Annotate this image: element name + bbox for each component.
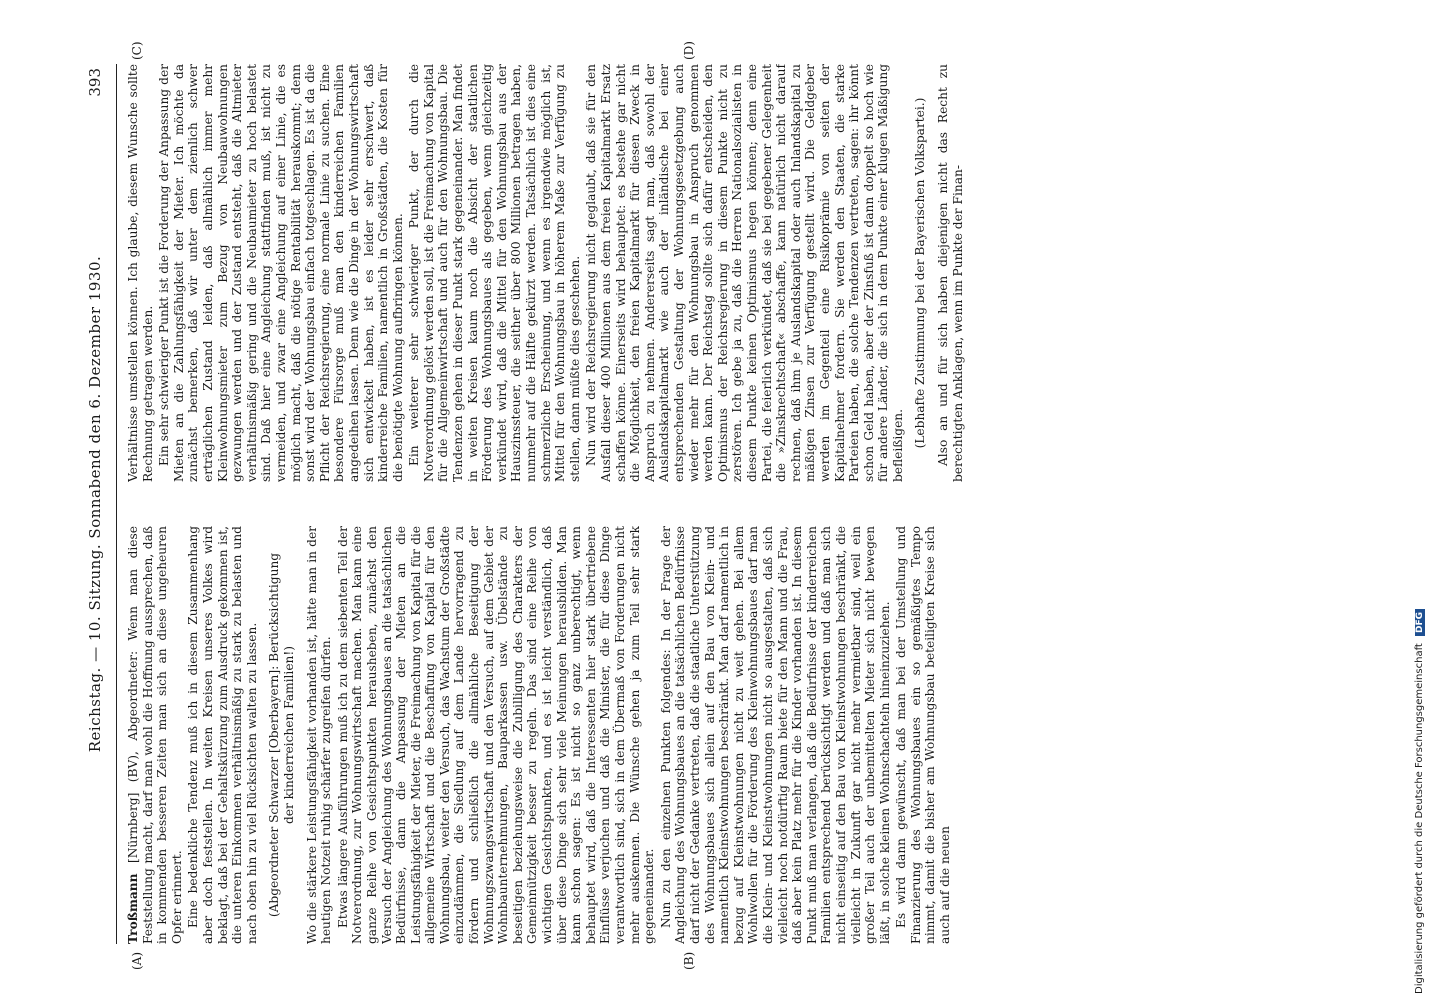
paragraph: Ein weiterer sehr schwieriger Punkt, der durch die Notverordnung gelöst werden soll, ist die Freimachung von Kapital für die Allgemeinwirtschaft und auch für den Wohnungsbau. Die Tendenzen gehen in dieser Punkt stark gegeneinander. Man findet in weiten Kreisen kaum noch die Absicht der staatlichen Förderung des Wohnungsbaues als gegeben, wenn gleichzeitig verkündet wird, daß die Mittel für den Wohnungsbau aus der Hauszinssteuer, die seither über 800 Millionen betragen haben, nunmehr auf die Hälfte gekürzt werden. Tatsächlich ist dies eine schmerzliche Erscheinung, und wenn es irgendwie möglich ist, Mittel für den Wohnungsbau in höherem Maße zur Verfügung zu stellen, dann müßte dies geschehen. — [407, 64, 582, 482]
paragraph: Also an und für sich haben diejenigen nicht das Recht zu berechtigten Anklagen, wenn im Punkte der Finan- — [936, 64, 965, 482]
left-column — [126, 526, 1406, 944]
document-page — [82, 41, 1412, 970]
margin-marker-b: (B) — [682, 951, 696, 970]
paragraph: Nun zu den einzelnen Punkten folgendes: In der Frage der Angleichung des Wohnungsbaues an die tatsächlichen Bedürfnisse darf nicht der Gedanke vertreten, daß die staatliche Unterstützung des Wohnungsbaues sich allein auf den Bau von Klein- und namentlich Kleinstwohnungen beschränkt. Man darf namentlich in bezug auf Kleinstwohnungen nicht zu weit gehen. Bei allem Wohlwollen für die Förderung des Kleinwohnungsbaues darf man die Klein- und Kleinstwohnungen nicht so ausgestalten, daß sich vielleicht noch notdürftig Raum biete für den Mann und die Frau, daß aber kein Platz mehr für die Kinder vorhanden ist. In diesem Punkt muß man verlangen, daß die Bedürfnisse der kinderreichen Familien entsprechend berücksichtigt werden und daß man sich nicht einseitig auf den Bau von Kleinstwohnungen beschränkt, die vielleicht in Zukunft gar nicht mehr vermietbar sind, weil ein großer Teil auch der unbemittelten Mieter sich nicht bewegen läßt, in solche kleinen Wohnschachteln hineinzuziehen. — [658, 526, 892, 944]
right-column — [126, 64, 1406, 482]
paragraph: Eine bedenkliche Tendenz muß ich in diesem Zusammenhang aber doch feststellen. In weiten Kreisen unseres Volkes wird beklagt, daß bei der Gehaltskürzung zum Ausdruck gekommen ist, die unteren Einkommen verhältnismäßig zu stark zu belasten und nach oben hin zu viel Rücksichten walten zu lassen. — [186, 526, 259, 944]
paragraph — [126, 526, 184, 944]
margin-marker-c: (C) — [130, 41, 144, 60]
dfg-logo: DFG — [1415, 609, 1425, 636]
margin-marker-d: (D) — [682, 41, 696, 60]
page-title: Reichstag. — 10. Sitzung. Sonnabend den 6. Dezember 1930. — [86, 255, 104, 753]
paragraph: Ein sehr schwieriger Punkt ist die Forderung der Anpassung der Mieten an die Zahlungsfähigkeit der Mieter. Ich möchte da zunächst bemerken, daß wir unter dem ziemlich schwer erträglichen Zustand leiden, daß allmählich immer mehr Kleinwohnungsmieter zum Bezug von Neubauwohnungen gezwungen werden und der Zustand entsteht, daß die Altmieter verhältnismäßig gering und die Neubaumieter zu hoch belastet sind. Daß hier eine Angleichung stattfinden muß, ist nicht zu vermeiden, und zwar eine Angleichung auf einer Linie, die es möglich macht, daß die nötige Rentabilität herauskommt; denn sonst wird der Wohnungsbau einfach totgeschlagen. Es ist da die Pflicht der Reichsregierung, eine normale Linie zu suchen. Eine besondere Fürsorge muß man den kinderreichen Familien angedeihen lassen. Denn wie die Dinge in der Wohnungswirtschaft sich entwickelt haben, ist es leider sehr erschwert, daß kinderreiche Familien, namentlich in Großstädten, die Kosten für die benötigte Wohnung aufbringen können. — [157, 64, 405, 482]
page-header — [82, 64, 117, 944]
paragraph-text: [Nürnberg] (BV), Abgeordneter: Wenn man diese Feststellung macht, darf man wohl die Hoffnung aussprechen, daß in kommenden besseren Zeiten man sich an diese ungeheuren Opfer erinnert. — [126, 526, 184, 944]
page-number: 393 — [86, 68, 104, 97]
paragraph: Wo die stärkere Leistungsfähigkeit vorhanden ist, hätte man in der heutigen Notzeit ruhig schärfer zugreifen dürfen. — [304, 526, 334, 944]
interjection: (Abgeordneter Schwarzer [Oberbayern]: Berücksichtigung der kinderreichen Familien!) — [267, 552, 296, 918]
speaker-name: Troßmann — [126, 873, 140, 944]
digitization-credit — [1414, 4, 1425, 994]
credit-text: Digitalisierung gefördert durch die Deutsche Forschungsgemeinschaft — [1414, 643, 1425, 994]
paragraph: Verhältnisse umstellen können. Ich glaube, diesem Wunsche sollte Rechnung getragen werden. — [126, 64, 155, 482]
interjection: (Lebhafte Zustimmung bei der Bayerischen Volkspartei.) — [913, 97, 928, 449]
paragraph: Nun wird der Reichsregierung nicht geglaubt, daß sie für den Ausfall dieser 400 Millionen aus dem freien Kapitalmarkt Ersatz schaffen könne. Einerseits wird behauptet: es bestehe gar nicht die Möglichkeit, den freien Kapitalmarkt für diesen Zweck in Anspruch zu nehmen. Andererseits sagt man, daß sowohl der Auslandskapitalmarkt wie auch der inländische bei einer entsprechenden Gestaltung der Wohnungsgesetzgebung auch wieder mehr für den Wohnungsbau in Anspruch genommen werden kann. Der Reichstag sollte sich dafür entscheiden, den Optimismus der Reichsregierung in diesem Punkte nicht zu zerstören. Ich gebe ja zu, daß die Herren Nationalsozialisten in diesem Punkte keinen Optimismus hegen können; denn eine Partei, die feierlich verkündet, daß sie bei gegebener Gelegenheit die »Zinsknechtschaft« abschaffe, kann natürlich nicht darauf rechnen, daß ihm je Auslandskapital oder auch Inlandskapital zu mäßigen Zinsen zur Verfügung gestellt wird. Die Geldgeber werden im Gegenteil eine Risikoprämie von seiten der Kapitalnehmer fordern. Sie werden den Staaten, die starke Parteien haben, die solche Tendenzen vertreten, sagen: ihr könnt schon Geld haben, aber der Zinsfuß ist dann doppelt so hoch wie für andere Länder, die sich in dem Punkte einer klugen Mäßigung befleißigen. — [584, 64, 905, 482]
margin-marker-a: (A) — [130, 951, 144, 970]
paragraph: Es wird dann gewünscht, daß man bei der Umstellung und Finanzierung des Wohnungsbaues ein so gemäßigtes Tempo nimmt, damit die bisher am Wohnungsbau beteiligten Kreise sich auch auf die neuen — [894, 526, 953, 944]
paragraph: Etwas längere Ausführungen muß ich zu dem siebenten Teil der Notverordnung, zur Wohnungswirtschaft machen. Man kann eine ganze Reihe von Gesichtspunkten herausheben, zunächst den Versuch der Angleichung des Wohnungsbaues an die tatsächlichen Bedürfnisse, dann die Anpassung der Mieten an die Leistungsfähigkeit der Mieter, die Freimachung von Kapital für die allgemeine Wirtschaft und die Beschaffung von Kapital für den Wohnungsbau, weiter den Versuch, das Wachstum der Großstädte einzudämmen, die Siedlung auf dem Lande hervorragend zu fördern und schließlich die allmähliche Beseitigung der Wohnungszwangswirtschaft und den Versuch, auf dem Gebiet der Wohnbaunternehmungen, Bauparkassen usw. Übelstände zu beseitigen beziehungsweise die Zubilligung des Charakters der Gemeinnützigkeit besser zu regeln. Das sind eine Reihe von wichtigen Gesichtspunkten, und es ist leicht verständlich, daß über diese Dinge sich sehr viele Meinungen herausbilden. Man kann schon sagen: Es ist nicht so ganz unberechtigt, wenn behauptet wird, daß die Interessenten hier stark übertriebene Einflüsse verjuchen und daß die Minister, die für diese Dinge verantwortlich sind, sich in dem Übermaß von Forderungen nicht mehr auskennen. Die Wünsche gehen ja zum Teil sehr stark gegeneinander. — [335, 526, 657, 944]
